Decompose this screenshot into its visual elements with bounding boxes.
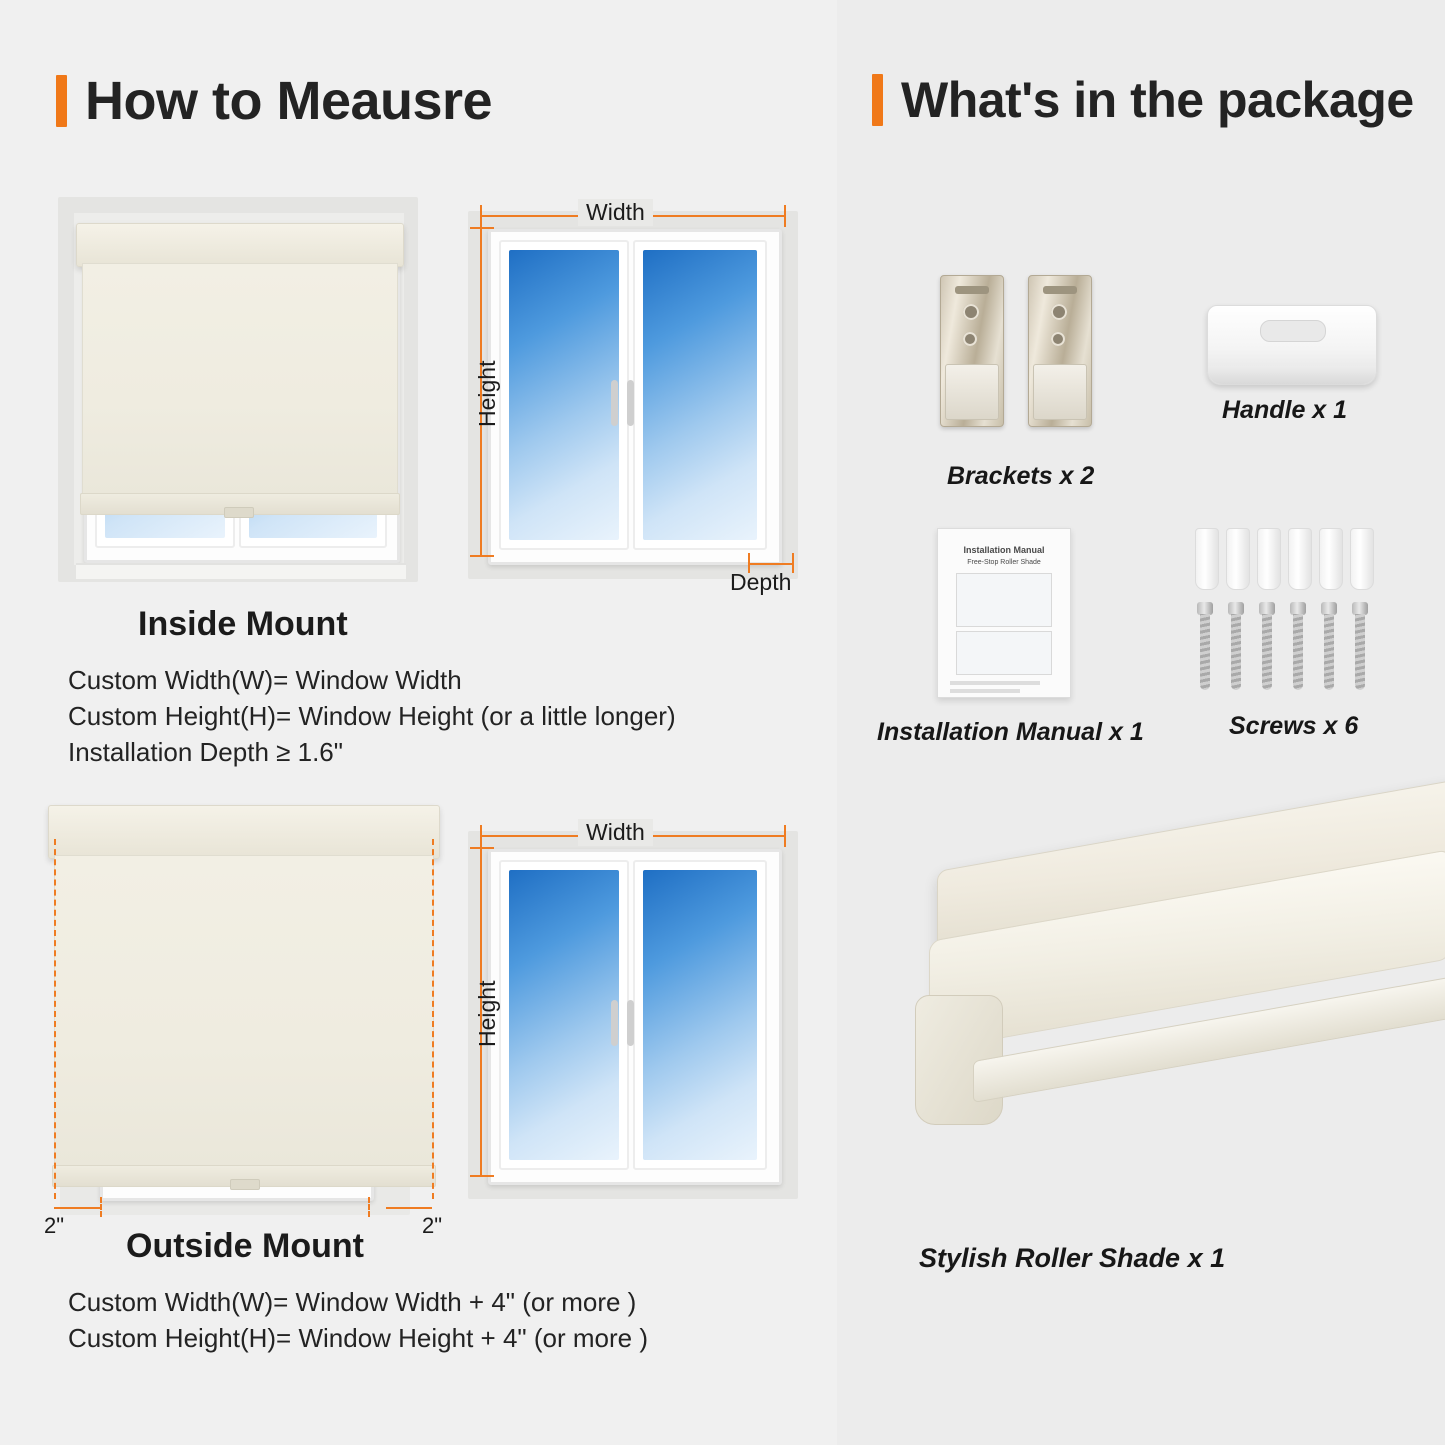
bracket-hole-b — [1051, 304, 1067, 320]
screw-5-icon — [1321, 602, 1337, 690]
shade-pull-tab — [224, 507, 254, 518]
bracket-2-icon — [1028, 275, 1092, 427]
offset-guide-left — [54, 1207, 100, 1209]
bracket-slot — [955, 286, 989, 294]
depth-guide-line — [748, 563, 794, 565]
height-guide-tick-bottom — [470, 555, 494, 557]
brackets-illustration — [932, 275, 1112, 445]
roller-shade-illustration — [897, 845, 1442, 1225]
window-frame-measure-outside — [488, 849, 782, 1185]
height-label: Height — [474, 360, 500, 427]
window-handle-right-icon-outside — [627, 1000, 634, 1046]
package-contents-panel — [837, 0, 1445, 1445]
wall-anchor-2-icon — [1226, 528, 1250, 590]
bracket-hole — [963, 304, 979, 320]
depth-guide-tick-b — [792, 553, 794, 573]
screw-4-icon — [1290, 602, 1306, 690]
inside-spec-3: Installation Depth ≥ 1.6" — [68, 737, 343, 767]
window-sill — [76, 563, 406, 579]
offset-label-left: 2" — [44, 1213, 65, 1238]
wall-anchor-3-icon — [1257, 528, 1281, 590]
inside-mount-diagram — [0, 185, 837, 785]
accent-bar-icon — [56, 75, 67, 127]
bracket-base-b — [1033, 364, 1087, 420]
inside-mount-measurement — [458, 197, 808, 597]
measure-heading — [56, 71, 493, 131]
window-glass-left-measure — [509, 250, 619, 540]
inside-mount-title: Inside Mount — [138, 605, 348, 643]
height-label-outside: Height — [474, 980, 500, 1047]
bracket-hole-2 — [963, 332, 977, 346]
bracket-1-icon — [940, 275, 1004, 427]
screw-shaft — [1231, 614, 1241, 690]
shade-headrail-outside — [48, 805, 440, 859]
wall-anchor-4-icon — [1288, 528, 1312, 590]
inside-spec-1: Custom Width(W)= Window Width — [68, 665, 462, 695]
shade-fabric — [82, 263, 398, 497]
screw-1-icon — [1197, 602, 1213, 690]
manual-figure-1 — [956, 573, 1052, 627]
window-glass-left-measure-outside — [509, 870, 619, 1160]
window-handle-left-icon-outside — [611, 1000, 618, 1046]
package-heading — [872, 74, 1414, 126]
window-glass-right-measure — [643, 250, 757, 540]
window-sash-right-measure-outside — [633, 860, 767, 1170]
height-guide-tick-top-outside — [470, 847, 494, 849]
width-label-outside: Width — [578, 819, 653, 846]
inside-mount-illustration — [58, 197, 418, 582]
screw-3-icon — [1259, 602, 1275, 690]
accent-bar-icon-2 — [872, 74, 883, 126]
window-sash-left-measure — [499, 240, 629, 550]
screw-2-icon — [1228, 602, 1244, 690]
offset-guide-right — [386, 1207, 432, 1209]
manual-figure-2 — [956, 631, 1052, 675]
roller-shade-label: Stylish Roller Shade x 1 — [919, 1243, 1226, 1273]
wall-anchor-5-icon — [1319, 528, 1343, 590]
handle-lip — [1208, 366, 1376, 384]
shade-pull-tab-outside — [230, 1179, 260, 1190]
outside-mount-illustration — [40, 805, 450, 1238]
package-heading-text: What's in the package — [901, 72, 1414, 128]
screw-6-icon — [1352, 602, 1368, 690]
screw-shaft — [1293, 614, 1303, 690]
outside-mount-diagram — [0, 795, 837, 1415]
outside-mount-title: Outside Mount — [126, 1227, 364, 1265]
frame-dash-left — [100, 1197, 102, 1217]
offset-dash-left — [54, 839, 56, 1199]
depth-label: Depth — [730, 569, 792, 595]
bracket-slot-b — [1043, 286, 1077, 294]
frame-dash-right — [368, 1197, 370, 1217]
width-guide-tick-left-outside — [480, 825, 482, 847]
manual-cover-subtitle: Free-Stop Roller Shade — [967, 559, 1041, 566]
measure-heading-text: How to Meausre — [85, 71, 493, 131]
screw-shaft — [1355, 614, 1365, 690]
manual-text-line-2 — [950, 689, 1020, 693]
shade-headrail — [76, 223, 404, 267]
width-guide-tick-right-outside — [784, 825, 786, 847]
handle-grip — [1260, 320, 1326, 342]
handle-label: Handle x 1 — [1222, 396, 1348, 424]
window-glass-right-measure-outside — [643, 870, 757, 1160]
bracket-hole-b2 — [1051, 332, 1065, 346]
screw-shaft — [1324, 614, 1334, 690]
inside-spec-2: Custom Height(H)= Window Height (or a little longer) — [68, 701, 676, 731]
height-guide-tick-top — [470, 227, 494, 229]
window-sash-left-measure-outside — [499, 860, 629, 1170]
manual-cover-title: Installation Manual — [963, 545, 1045, 555]
brackets-label: Brackets x 2 — [947, 462, 1095, 490]
bracket-base — [945, 364, 999, 420]
manual-text-line-1 — [950, 681, 1040, 685]
outside-spec-1: Custom Width(W)= Window Width + 4" (or more ) — [68, 1287, 637, 1317]
window-frame-measure — [488, 229, 782, 565]
handle-icon — [1207, 305, 1377, 385]
screws-label: Screws x 6 — [1229, 712, 1359, 740]
width-label: Width — [578, 199, 653, 226]
width-guide-tick-left — [480, 205, 482, 227]
screw-shaft — [1262, 614, 1272, 690]
installation-manual-icon — [937, 528, 1071, 698]
screws-illustration — [1195, 528, 1375, 698]
wall-anchor-6-icon — [1350, 528, 1374, 590]
height-guide-tick-bottom-outside — [470, 1175, 494, 1177]
window-sash-right-measure — [633, 240, 767, 550]
window-handle-left-icon — [611, 380, 618, 426]
screw-shaft — [1200, 614, 1210, 690]
shade-fabric-outside — [54, 855, 434, 1169]
outside-mount-measurement — [458, 817, 808, 1217]
window-handle-right-icon — [627, 380, 634, 426]
wall-anchor-1-icon — [1195, 528, 1219, 590]
offset-dash-right — [432, 839, 434, 1199]
outside-spec-2: Custom Height(H)= Window Height + 4" (or more ) — [68, 1323, 648, 1353]
manual-label: Installation Manual x 1 — [877, 718, 1144, 746]
width-guide-tick-right — [784, 205, 786, 227]
offset-label-right: 2" — [422, 1213, 443, 1238]
